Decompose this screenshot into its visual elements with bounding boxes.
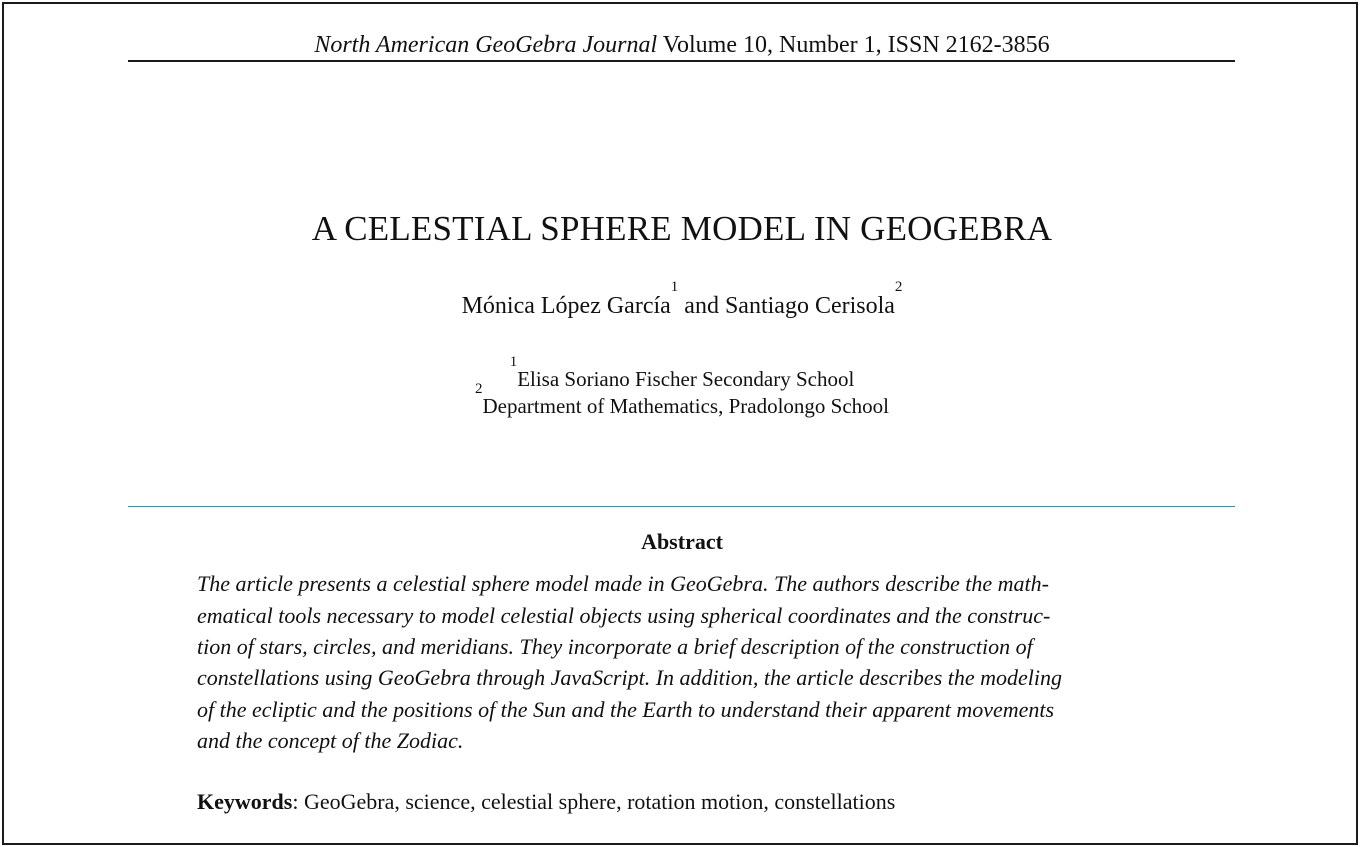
affiliation-text: Department of Mathematics, Pradolongo School <box>482 394 889 418</box>
abstract-line: ematical tools necessary to model celestial objects using spherical coordinates and the construc- <box>197 603 1051 628</box>
keywords <box>197 788 895 816</box>
keywords-separator: : <box>292 789 299 814</box>
author-list <box>4 279 1358 321</box>
paper-title: A CELESTIAL SPHERE MODEL IN GEOGEBRA <box>311 209 1053 248</box>
abstract-heading: Abstract <box>641 529 723 554</box>
affiliation-text: Elisa Soriano Fischer Secondary School <box>517 367 855 391</box>
author-connector: and <box>684 293 719 319</box>
abstract-line: tion of stars, circles, and meridians. They incorporate a brief description of the construction of <box>197 634 1033 659</box>
abstract-line: and the concept of the Zodiac. <box>197 728 464 753</box>
affiliation-marker: 2 <box>475 381 483 397</box>
journal-name: North American GeoGebra Journal <box>314 32 658 58</box>
section-rule <box>128 506 1235 507</box>
keywords-label: Keywords <box>197 789 293 814</box>
author-affiliation-marker: 1 <box>670 279 679 295</box>
author-affiliation-marker: 2 <box>894 279 903 295</box>
running-header <box>4 31 1358 59</box>
abstract-line: of the ecliptic and the positions of the Sun and the Earth to understand their apparent movements <box>197 697 1055 722</box>
affiliation-marker: 1 <box>509 354 518 370</box>
keywords-text: GeoGebra, science, celestial sphere, rotation motion, constellations <box>303 789 896 814</box>
author-name: Mónica López García <box>461 293 671 319</box>
affiliation <box>4 354 1358 392</box>
paper-page <box>2 2 1358 845</box>
abstract-line: constellations using GeoGebra through JavaScript. In addition, the article describes the modeling <box>197 665 1063 690</box>
author-name: Santiago Cerisola <box>724 293 895 319</box>
abstract-line: The article presents a celestial sphere model made in GeoGebra. The authors describe the math- <box>197 571 1049 596</box>
journal-volume-issn: Volume 10, Number 1, ISSN 2162-3856 <box>662 32 1050 58</box>
header-rule <box>128 60 1235 62</box>
affiliation <box>4 381 1358 419</box>
